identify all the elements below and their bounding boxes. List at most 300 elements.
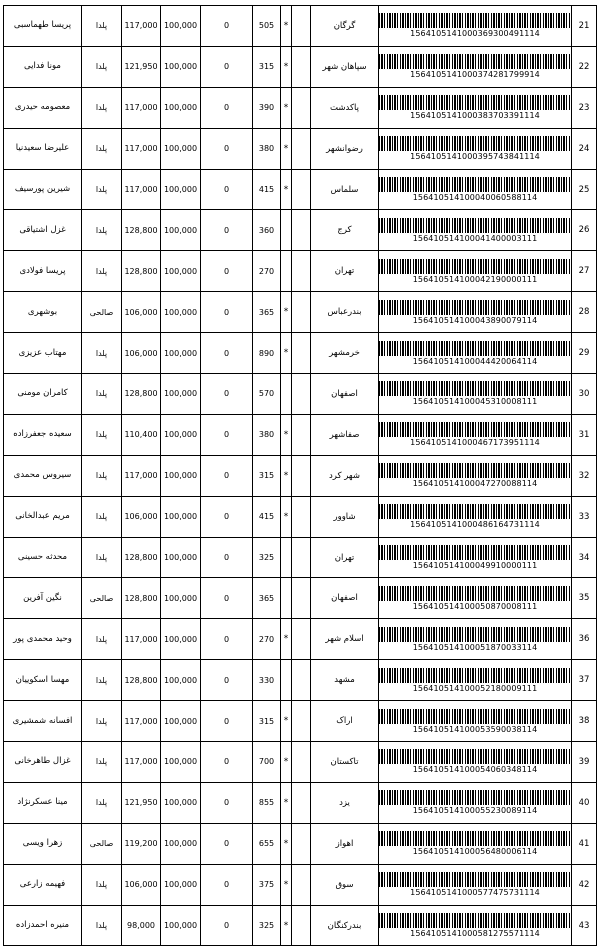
- row-number: 36: [572, 619, 597, 660]
- weight-value: 360: [253, 210, 281, 251]
- destination-city: تهران: [311, 537, 379, 578]
- empty-cell: [292, 496, 311, 537]
- total-amount: 121,950: [122, 46, 161, 87]
- barcode-graphic: [379, 872, 572, 887]
- base-amount: 100,000: [161, 864, 201, 905]
- weight-value: 375: [253, 864, 281, 905]
- star-mark: *: [281, 46, 292, 87]
- star-mark: *: [281, 742, 292, 783]
- table-row: [4, 864, 597, 905]
- row-number: 30: [572, 374, 597, 415]
- table-row: [4, 6, 597, 47]
- total-amount: 117,000: [122, 6, 161, 47]
- zero-value: 0: [201, 782, 253, 823]
- weight-value: 315: [253, 46, 281, 87]
- weight-value: 390: [253, 87, 281, 128]
- sender-type: صالحی: [82, 578, 122, 619]
- barcode-graphic: [379, 627, 572, 642]
- zero-value: 0: [201, 578, 253, 619]
- barcode-cell: [379, 823, 572, 864]
- sender-type: پلدا: [82, 455, 122, 496]
- sender-type: پلدا: [82, 619, 122, 660]
- empty-cell: [292, 742, 311, 783]
- table-row: [4, 619, 597, 660]
- row-number: 41: [572, 823, 597, 864]
- recipient-name: سیروس محمدی: [4, 455, 82, 496]
- empty-cell: [292, 169, 311, 210]
- barcode-cell: [379, 782, 572, 823]
- recipient-name: مهسا اسکوییان: [4, 660, 82, 701]
- weight-value: 380: [253, 128, 281, 169]
- weight-value: 330: [253, 660, 281, 701]
- barcode-number: 1564105141000577475731114: [410, 888, 540, 898]
- base-amount: 100,000: [161, 742, 201, 783]
- star-mark: [281, 210, 292, 251]
- zero-value: 0: [201, 251, 253, 292]
- weight-value: 415: [253, 496, 281, 537]
- star-mark: [281, 374, 292, 415]
- sender-type: صالحی: [82, 823, 122, 864]
- zero-value: 0: [201, 823, 253, 864]
- recipient-name: پریسا طهماسبی: [4, 6, 82, 47]
- barcode-graphic: [379, 463, 572, 478]
- zero-value: 0: [201, 619, 253, 660]
- base-amount: 100,000: [161, 905, 201, 946]
- barcode-cell: [379, 864, 572, 905]
- zero-value: 0: [201, 414, 253, 455]
- empty-cell: [292, 414, 311, 455]
- total-amount: 106,000: [122, 864, 161, 905]
- destination-city: سلماس: [311, 169, 379, 210]
- zero-value: 0: [201, 742, 253, 783]
- barcode-number: 1564105141000395743841114: [410, 152, 540, 162]
- star-mark: *: [281, 905, 292, 946]
- destination-city: سوق: [311, 864, 379, 905]
- barcode-number: 156410514100044420064114: [412, 356, 538, 366]
- recipient-name: وحید محمدی پور: [4, 619, 82, 660]
- table-row: [4, 701, 597, 742]
- base-amount: 100,000: [161, 619, 201, 660]
- weight-value: 270: [253, 619, 281, 660]
- barcode-graphic: [379, 218, 572, 233]
- barcode-number: 156410514100056480006114: [412, 847, 538, 857]
- weight-value: 315: [253, 455, 281, 496]
- barcode-number: 1564105141000383703391114: [410, 111, 540, 121]
- star-mark: *: [281, 169, 292, 210]
- recipient-name: بوشهری: [4, 292, 82, 333]
- table-row: [4, 169, 597, 210]
- destination-city: مشهد: [311, 660, 379, 701]
- base-amount: 100,000: [161, 374, 201, 415]
- table-row: [4, 210, 597, 251]
- barcode-number: 1564105141000467173951114: [410, 438, 540, 448]
- sender-type: پلدا: [82, 782, 122, 823]
- total-amount: 117,000: [122, 701, 161, 742]
- base-amount: 100,000: [161, 128, 201, 169]
- barcode-graphic: [379, 259, 572, 274]
- zero-value: 0: [201, 701, 253, 742]
- table-row: [4, 374, 597, 415]
- destination-city: تهران: [311, 251, 379, 292]
- recipient-name: زهرا ویسی: [4, 823, 82, 864]
- total-amount: 119,200: [122, 823, 161, 864]
- barcode-graphic: [379, 668, 572, 683]
- destination-city: صفاشهر: [311, 414, 379, 455]
- total-amount: 106,000: [122, 496, 161, 537]
- destination-city: کرج: [311, 210, 379, 251]
- barcode-number: 156410514100054060348114: [412, 765, 538, 775]
- destination-city: اسلام شهر: [311, 619, 379, 660]
- row-number: 42: [572, 864, 597, 905]
- total-amount: 128,800: [122, 660, 161, 701]
- table-row: [4, 660, 597, 701]
- total-amount: 117,000: [122, 742, 161, 783]
- barcode-graphic: [379, 709, 572, 724]
- barcode-cell: [379, 701, 572, 742]
- total-amount: 128,800: [122, 251, 161, 292]
- sender-type: پلدا: [82, 701, 122, 742]
- zero-value: 0: [201, 864, 253, 905]
- empty-cell: [292, 374, 311, 415]
- destination-city: تاکستان: [311, 742, 379, 783]
- barcode-cell: [379, 87, 572, 128]
- barcode-graphic: [379, 177, 572, 192]
- table-row: [4, 455, 597, 496]
- recipient-name: سعیده جعفرزاده: [4, 414, 82, 455]
- total-amount: 117,000: [122, 169, 161, 210]
- table-row: [4, 537, 597, 578]
- barcode-cell: [379, 169, 572, 210]
- total-amount: 128,800: [122, 537, 161, 578]
- barcode-cell: [379, 292, 572, 333]
- recipient-name: غزال طاهرخانی: [4, 742, 82, 783]
- total-amount: 98,000: [122, 905, 161, 946]
- table-row: [4, 742, 597, 783]
- table-row: [4, 128, 597, 169]
- barcode-number: 156410514100052180009111: [412, 683, 538, 693]
- recipient-name: معصومه حیدری: [4, 87, 82, 128]
- zero-value: 0: [201, 333, 253, 374]
- empty-cell: [292, 701, 311, 742]
- star-mark: *: [281, 701, 292, 742]
- star-mark: [281, 578, 292, 619]
- total-amount: 117,000: [122, 87, 161, 128]
- empty-cell: [292, 864, 311, 905]
- table-row: [4, 46, 597, 87]
- barcode-graphic: [379, 341, 572, 356]
- row-number: 32: [572, 455, 597, 496]
- star-mark: *: [281, 823, 292, 864]
- row-number: 34: [572, 537, 597, 578]
- destination-city: شهر کرد: [311, 455, 379, 496]
- weight-value: 270: [253, 251, 281, 292]
- barcode-number: 156410514100050870008111: [412, 601, 538, 611]
- destination-city: یزد: [311, 782, 379, 823]
- barcode-graphic: [379, 54, 572, 69]
- barcode-number: 156410514100047270088114: [412, 479, 538, 489]
- destination-city: شاوور: [311, 496, 379, 537]
- star-mark: *: [281, 782, 292, 823]
- barcode-graphic: [379, 422, 572, 437]
- star-mark: [281, 660, 292, 701]
- weight-value: 365: [253, 292, 281, 333]
- sender-type: پلدا: [82, 496, 122, 537]
- recipient-name: منیره احمدزاده: [4, 905, 82, 946]
- table-row: [4, 251, 597, 292]
- weight-value: 365: [253, 578, 281, 619]
- destination-city: اصفهان: [311, 374, 379, 415]
- sender-type: پلدا: [82, 169, 122, 210]
- row-number: 28: [572, 292, 597, 333]
- empty-cell: [292, 6, 311, 47]
- sender-type: پلدا: [82, 905, 122, 946]
- total-amount: 128,800: [122, 374, 161, 415]
- empty-cell: [292, 251, 311, 292]
- total-amount: 117,000: [122, 455, 161, 496]
- table-body: [4, 6, 597, 946]
- table-row: [4, 578, 597, 619]
- empty-cell: [292, 87, 311, 128]
- star-mark: *: [281, 414, 292, 455]
- sender-type: پلدا: [82, 87, 122, 128]
- row-number: 35: [572, 578, 597, 619]
- recipient-name: غزل اشتیاقی: [4, 210, 82, 251]
- weight-value: 325: [253, 905, 281, 946]
- table-row: [4, 823, 597, 864]
- row-number: 37: [572, 660, 597, 701]
- empty-cell: [292, 660, 311, 701]
- barcode-graphic: [379, 381, 572, 396]
- total-amount: 117,000: [122, 619, 161, 660]
- total-amount: 121,950: [122, 782, 161, 823]
- row-number: 23: [572, 87, 597, 128]
- base-amount: 100,000: [161, 496, 201, 537]
- row-number: 39: [572, 742, 597, 783]
- total-amount: 106,000: [122, 333, 161, 374]
- total-amount: 128,800: [122, 210, 161, 251]
- recipient-name: مریم عبدالخانی: [4, 496, 82, 537]
- barcode-cell: [379, 619, 572, 660]
- barcode-cell: [379, 210, 572, 251]
- recipient-name: علیرضا سعیدنیا: [4, 128, 82, 169]
- table-row: [4, 292, 597, 333]
- base-amount: 100,000: [161, 537, 201, 578]
- barcode-number: 156410514100042190000111: [412, 274, 538, 284]
- barcode-cell: [379, 905, 572, 946]
- recipient-name: مینا عسکرنژاد: [4, 782, 82, 823]
- barcode-number: 156410514100043890079114: [412, 315, 538, 325]
- base-amount: 100,000: [161, 660, 201, 701]
- barcode-number: 156410514100051870033114: [412, 642, 538, 652]
- destination-city: گرگان: [311, 6, 379, 47]
- weight-value: 655: [253, 823, 281, 864]
- weight-value: 380: [253, 414, 281, 455]
- barcode-number: 156410514100055230089114: [412, 806, 538, 816]
- empty-cell: [292, 333, 311, 374]
- barcode-graphic: [379, 913, 572, 928]
- recipient-name: پریسا فولادی: [4, 251, 82, 292]
- row-number: 33: [572, 496, 597, 537]
- base-amount: 100,000: [161, 87, 201, 128]
- sender-type: پلدا: [82, 46, 122, 87]
- base-amount: 100,000: [161, 414, 201, 455]
- barcode-number: 1564105141000374281799914: [410, 70, 540, 80]
- table-row: [4, 782, 597, 823]
- empty-cell: [292, 128, 311, 169]
- barcode-cell: [379, 455, 572, 496]
- zero-value: 0: [201, 455, 253, 496]
- star-mark: *: [281, 864, 292, 905]
- sender-type: پلدا: [82, 537, 122, 578]
- barcode-number: 156410514100053590038114: [412, 724, 538, 734]
- star-mark: *: [281, 128, 292, 169]
- destination-city: اهواز: [311, 823, 379, 864]
- sender-type: پلدا: [82, 128, 122, 169]
- barcode-cell: [379, 46, 572, 87]
- sender-type: پلدا: [82, 210, 122, 251]
- barcode-number: 1564105141000486164731114: [410, 520, 540, 530]
- recipient-name: کامران مومنی: [4, 374, 82, 415]
- zero-value: 0: [201, 537, 253, 578]
- empty-cell: [292, 537, 311, 578]
- star-mark: *: [281, 455, 292, 496]
- destination-city: اصفهان: [311, 578, 379, 619]
- barcode-cell: [379, 374, 572, 415]
- total-amount: 117,000: [122, 128, 161, 169]
- destination-city: خرمشهر: [311, 333, 379, 374]
- barcode-graphic: [379, 790, 572, 805]
- sender-type: پلدا: [82, 333, 122, 374]
- barcode-graphic: [379, 136, 572, 151]
- barcode-cell: [379, 333, 572, 374]
- barcode-graphic: [379, 300, 572, 315]
- destination-city: پاکدشت: [311, 87, 379, 128]
- recipient-name: مهتاب عزیزی: [4, 333, 82, 374]
- total-amount: 110,400: [122, 414, 161, 455]
- weight-value: 505: [253, 6, 281, 47]
- weight-value: 570: [253, 374, 281, 415]
- row-number: 27: [572, 251, 597, 292]
- star-mark: *: [281, 496, 292, 537]
- table-row: [4, 905, 597, 946]
- row-number: 29: [572, 333, 597, 374]
- barcode-graphic: [379, 586, 572, 601]
- weight-value: 415: [253, 169, 281, 210]
- weight-value: 325: [253, 537, 281, 578]
- zero-value: 0: [201, 292, 253, 333]
- barcode-graphic: [379, 749, 572, 764]
- zero-value: 0: [201, 87, 253, 128]
- sender-type: پلدا: [82, 6, 122, 47]
- table-row: [4, 333, 597, 374]
- sender-type: پلدا: [82, 414, 122, 455]
- empty-cell: [292, 210, 311, 251]
- shipment-table: [3, 5, 597, 946]
- sender-type: پلدا: [82, 864, 122, 905]
- empty-cell: [292, 782, 311, 823]
- barcode-graphic: [379, 504, 572, 519]
- star-mark: [281, 537, 292, 578]
- recipient-name: افسانه شمشیری: [4, 701, 82, 742]
- base-amount: 100,000: [161, 251, 201, 292]
- recipient-name: شیرین پورسیف: [4, 169, 82, 210]
- sender-type: پلدا: [82, 660, 122, 701]
- row-number: 31: [572, 414, 597, 455]
- star-mark: *: [281, 619, 292, 660]
- zero-value: 0: [201, 6, 253, 47]
- weight-value: 855: [253, 782, 281, 823]
- barcode-cell: [379, 496, 572, 537]
- destination-city: سپاهان شهر: [311, 46, 379, 87]
- sender-type: پلدا: [82, 374, 122, 415]
- zero-value: 0: [201, 905, 253, 946]
- star-mark: *: [281, 6, 292, 47]
- zero-value: 0: [201, 46, 253, 87]
- base-amount: 100,000: [161, 455, 201, 496]
- weight-value: 315: [253, 701, 281, 742]
- barcode-number: 156410514100041400003111: [412, 233, 538, 243]
- recipient-name: محدثه حسینی: [4, 537, 82, 578]
- zero-value: 0: [201, 210, 253, 251]
- barcode-cell: [379, 128, 572, 169]
- barcode-number: 156410514100045310008111: [412, 397, 538, 407]
- row-number: 21: [572, 6, 597, 47]
- weight-value: 890: [253, 333, 281, 374]
- base-amount: 100,000: [161, 823, 201, 864]
- empty-cell: [292, 292, 311, 333]
- star-mark: *: [281, 292, 292, 333]
- row-number: 24: [572, 128, 597, 169]
- base-amount: 100,000: [161, 292, 201, 333]
- barcode-cell: [379, 578, 572, 619]
- recipient-name: مونا فدایی: [4, 46, 82, 87]
- base-amount: 100,000: [161, 210, 201, 251]
- base-amount: 100,000: [161, 333, 201, 374]
- total-amount: 128,800: [122, 578, 161, 619]
- barcode-graphic: [379, 95, 572, 110]
- barcode-cell: [379, 6, 572, 47]
- barcode-graphic: [379, 13, 572, 28]
- barcode-cell: [379, 414, 572, 455]
- barcode-number: 1564105141000581275571114: [410, 929, 540, 939]
- barcode-cell: [379, 742, 572, 783]
- total-amount: 106,000: [122, 292, 161, 333]
- recipient-name: فهیمه زارعی: [4, 864, 82, 905]
- base-amount: 100,000: [161, 46, 201, 87]
- row-number: 26: [572, 210, 597, 251]
- row-number: 38: [572, 701, 597, 742]
- sender-type: پلدا: [82, 251, 122, 292]
- star-mark: *: [281, 333, 292, 374]
- row-number: 43: [572, 905, 597, 946]
- weight-value: 700: [253, 742, 281, 783]
- table-row: [4, 87, 597, 128]
- barcode-number: 1564105141000369300491114: [410, 29, 540, 39]
- empty-cell: [292, 823, 311, 864]
- base-amount: 100,000: [161, 169, 201, 210]
- zero-value: 0: [201, 374, 253, 415]
- destination-city: رضوانشهر: [311, 128, 379, 169]
- table-row: [4, 496, 597, 537]
- sender-type: صالحی: [82, 292, 122, 333]
- barcode-cell: [379, 537, 572, 578]
- row-number: 40: [572, 782, 597, 823]
- destination-city: بندرکنگان: [311, 905, 379, 946]
- base-amount: 100,000: [161, 701, 201, 742]
- empty-cell: [292, 578, 311, 619]
- zero-value: 0: [201, 128, 253, 169]
- empty-cell: [292, 905, 311, 946]
